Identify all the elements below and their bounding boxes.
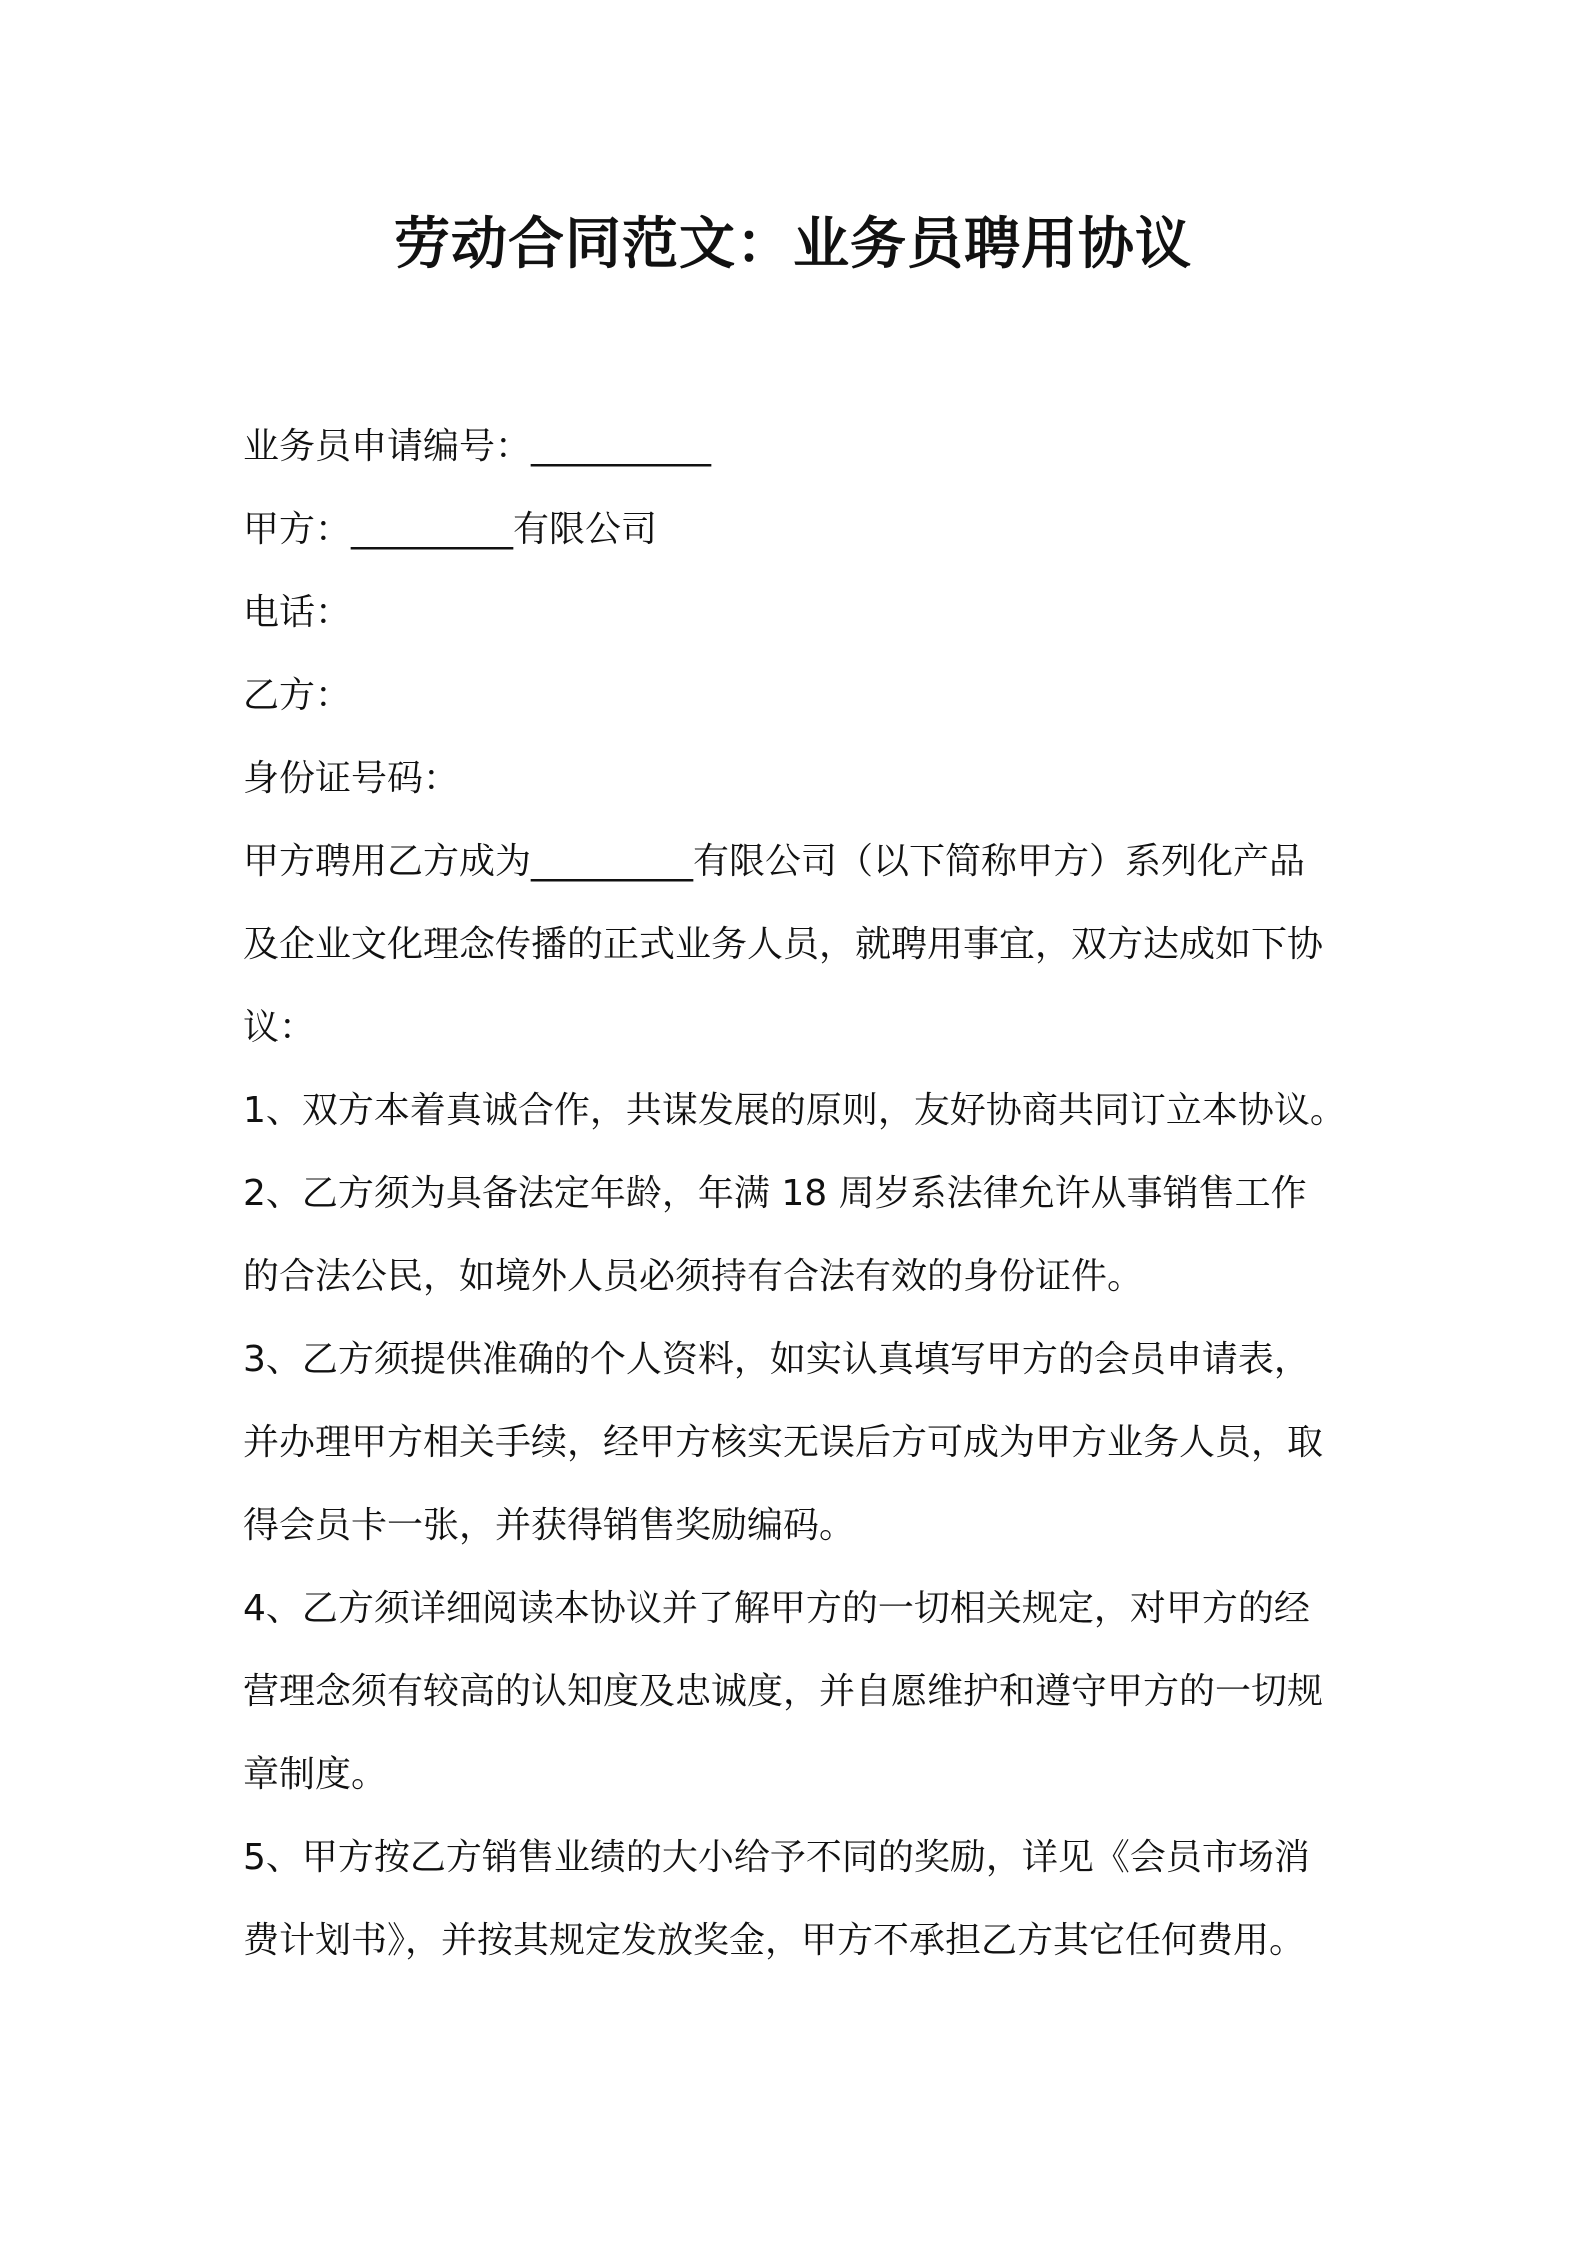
intro-line: 及企业文化理念传播的正式业务人员，就聘用事宜，双方达成如下协 xyxy=(243,924,1324,965)
clause-3-line: 得会员卡一张，并获得销售奖励编码。 xyxy=(243,1505,856,1546)
clause-3-line: 并办理甲方相关手续，经甲方核实无误后方可成为甲方业务人员，取 xyxy=(243,1422,1324,1463)
clause-3-line: 3、乙方须提供准确的个人资料，如实认真填写甲方的会员申请表， xyxy=(243,1339,1310,1380)
application-number-field: 业务员申请编号：__________ xyxy=(243,426,712,467)
document-title: 劳动合同范文：业务员聘用协议 xyxy=(394,212,1192,277)
clause-4-line: 4、乙方须详细阅读本协议并了解甲方的一切相关规定，对甲方的经 xyxy=(243,1588,1310,1629)
id-number-field: 身份证号码： xyxy=(243,758,460,799)
clause-1-line: 1、双方本着真诚合作，共谋发展的原则，友好协商共同订立本协议。 xyxy=(243,1090,1346,1131)
clause-2-line: 的合法公民，如境外人员必须持有合法有效的身份证件。 xyxy=(243,1256,1144,1297)
document-body xyxy=(243,405,1358,1982)
phone-field: 电话： xyxy=(243,592,352,633)
clause-5-line: 费计划书》，并按其规定发放奖金，甲方不承担乙方其它任何费用。 xyxy=(243,1920,1306,1961)
party-a-field: 甲方：_________有限公司 xyxy=(243,509,658,550)
clause-4-line: 章制度。 xyxy=(243,1754,388,1795)
clause-2-line: 2、乙方须为具备法定年龄，年满 18 周岁系法律允许从事销售工作 xyxy=(243,1173,1307,1214)
intro-line: 甲方聘用乙方成为_________有限公司（以下简称甲方）系列化产品 xyxy=(243,841,1306,882)
clause-4-line: 营理念须有较高的认知度及忠诚度，并自愿维护和遵守甲方的一切规 xyxy=(243,1671,1324,1712)
party-b-field: 乙方： xyxy=(243,675,352,716)
clause-5-line: 5、甲方按乙方销售业绩的大小给予不同的奖励，详见《会员市场消 xyxy=(243,1837,1310,1878)
intro-line: 议： xyxy=(243,1007,316,1048)
